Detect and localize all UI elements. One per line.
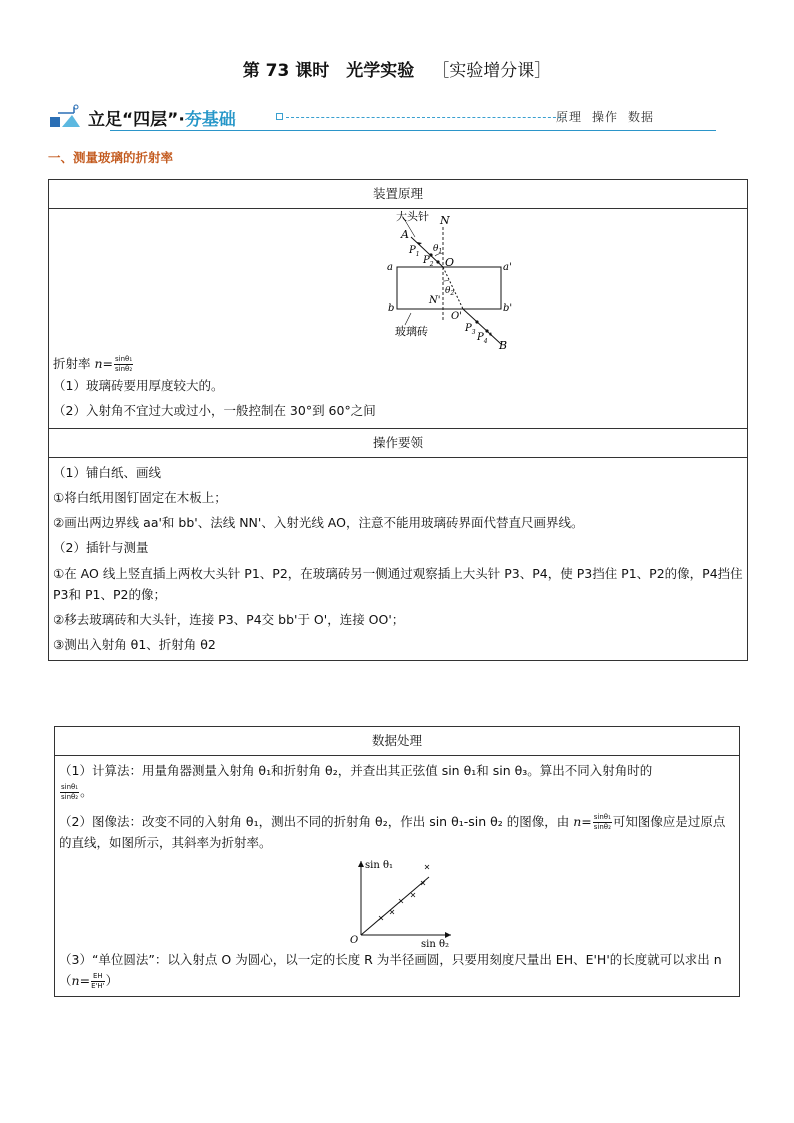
band-underline (110, 130, 716, 131)
label-P2: $P_2$ (423, 255, 434, 268)
label-theta1: $\theta_1$ (433, 244, 443, 255)
method-1-text: （1）计算法：用量角器测量入射角 θ₁和折射角 θ₂，并查出其正弦值 sin θ₁和 sin θ₃。算出不同入射角时的 (59, 763, 653, 778)
method-2-a: （2）图像法：改变不同的入射角 θ₁，测出不同的折射角 θ₂，作出 sin θ₁-sin θ₂ 的图像，由 (59, 813, 574, 829)
band-dashed-line (286, 117, 566, 118)
method-2-n: n (573, 813, 582, 829)
experiment-table (48, 179, 748, 661)
method-1 (59, 758, 735, 805)
label-theta2: $\theta_2$ (445, 286, 455, 297)
refraction-formula (53, 355, 743, 373)
formula-eq: = (102, 356, 114, 371)
label-a-prime: a' (503, 262, 512, 273)
method-2-eq: = (581, 813, 592, 829)
note-1: （1）玻璃砖要用厚度较大的。 (53, 378, 224, 393)
label-glass: 玻璃砖 (395, 325, 428, 338)
formula-num: sinθ₁ (115, 355, 133, 363)
label-A: A (401, 228, 409, 241)
method-3-end: ） (105, 973, 119, 989)
label-P1: $P_1$ (409, 245, 420, 258)
label-P4: $P_4$ (477, 332, 488, 345)
tag-operation: 操作 (591, 110, 618, 124)
band-heading-part2: 夯基础 (184, 110, 236, 130)
method-1-num: sinθ₁ (61, 783, 79, 792)
label-b: b (388, 303, 395, 314)
data-header: 数据处理 (55, 727, 740, 756)
method-3-n: n (71, 973, 80, 989)
refraction-diagram (53, 209, 743, 355)
section-band (48, 103, 716, 131)
graph-y-label: sin θ₁ (365, 860, 393, 871)
method-2-den: sinθ₂ (593, 822, 611, 831)
tag-principle: 原理 (555, 110, 582, 124)
sin-graph (59, 855, 735, 947)
section-title: 一、测量玻璃的折射率 (48, 150, 174, 165)
operation-cell (49, 457, 748, 660)
method-1-fraction (60, 784, 79, 801)
label-N: N (440, 214, 450, 227)
method-2-fraction (593, 814, 612, 831)
formula-label: 折射率 (53, 356, 95, 371)
data-cell (55, 756, 740, 997)
label-pin: 大头针 (396, 210, 429, 223)
data-points (379, 865, 429, 920)
band-tags (546, 108, 654, 125)
method-2-b: 可知图像应是过原点的直线，如图所示，其斜率为折射率。 (59, 813, 726, 850)
op-step-1: （1）铺白纸、画线 (53, 464, 161, 480)
operation-header: 操作要领 (49, 428, 748, 457)
method-3-den: E'H' (91, 982, 105, 991)
label-b-prime: b' (503, 303, 513, 314)
op-step-2b: ②移去玻璃砖和大头针，连接 P3、P4交 bb'于 O'，连接 OO'； (53, 612, 405, 627)
band-heading-part1: 立足“四层”· (88, 110, 185, 130)
label-O: O (445, 256, 455, 269)
label-O-prime: O' (451, 311, 462, 322)
op-step-2: （2）插针与测量 (53, 540, 149, 556)
method-2 (59, 809, 735, 856)
op-step-2c: ③测出入射角 θ1、折射角 θ2 (53, 637, 216, 653)
label-B: B (499, 339, 508, 352)
title-sub: ［实验增分课］ (432, 61, 552, 81)
page-title (0, 56, 794, 81)
principle-cell (49, 209, 748, 429)
method-1-den: sinθ₂ (61, 793, 79, 802)
formula-n: n (94, 356, 103, 371)
op-step-2a: ①在 AO 线上竖直插上两枚大头针 P1、P2，在玻璃砖另一侧通过观察插上大头针 P3、P4，使 P3挡住 P1、P2的像，P4挡住 P3和 P1、P2的像； (53, 565, 743, 602)
label-P3: $P_3$ (465, 323, 476, 336)
method-3-eq: = (79, 973, 91, 989)
label-a: a (387, 262, 393, 273)
title-main: 第 73 课时 光学实验 (242, 61, 415, 81)
formula-den: sinθ₂ (115, 365, 133, 373)
op-step-1a: ①将白纸用图钉固定在木板上； (53, 489, 227, 505)
graph-origin-label: O (350, 935, 359, 946)
tag-data: 数据 (627, 110, 654, 124)
method-3-a: （3）“单位圆法”：以入射点 O 为圆心，以一定的长度 R 为半径画圆，只要用刻度尺量出 EH、E'H'的长度就可以求出 n（ (59, 952, 722, 989)
method-2-num: sinθ₁ (593, 812, 611, 821)
op-step-1b: ②画出两边界线 aa'和 bb'、法线 NN'、入射光线 AO，注意不能用玻璃砖界面代替直尺画界线。 (53, 515, 584, 530)
method-1-end: 。 (80, 784, 93, 800)
graph-x-label: sin θ₂ (421, 939, 449, 947)
band-logo-icon (48, 103, 84, 131)
method-3-fraction (91, 973, 105, 990)
method-3-num: EH (92, 972, 103, 981)
data-processing-table (54, 726, 740, 997)
band-square-icon (276, 113, 284, 121)
label-N-prime: N' (429, 295, 441, 306)
method-3 (59, 947, 735, 994)
note-2: （2）入射角不宜过大或过小，一般控制在 30°到 60°之间 (53, 403, 376, 419)
band-heading (88, 105, 236, 130)
formula-fraction (114, 356, 133, 373)
principle-header: 装置原理 (49, 180, 748, 209)
